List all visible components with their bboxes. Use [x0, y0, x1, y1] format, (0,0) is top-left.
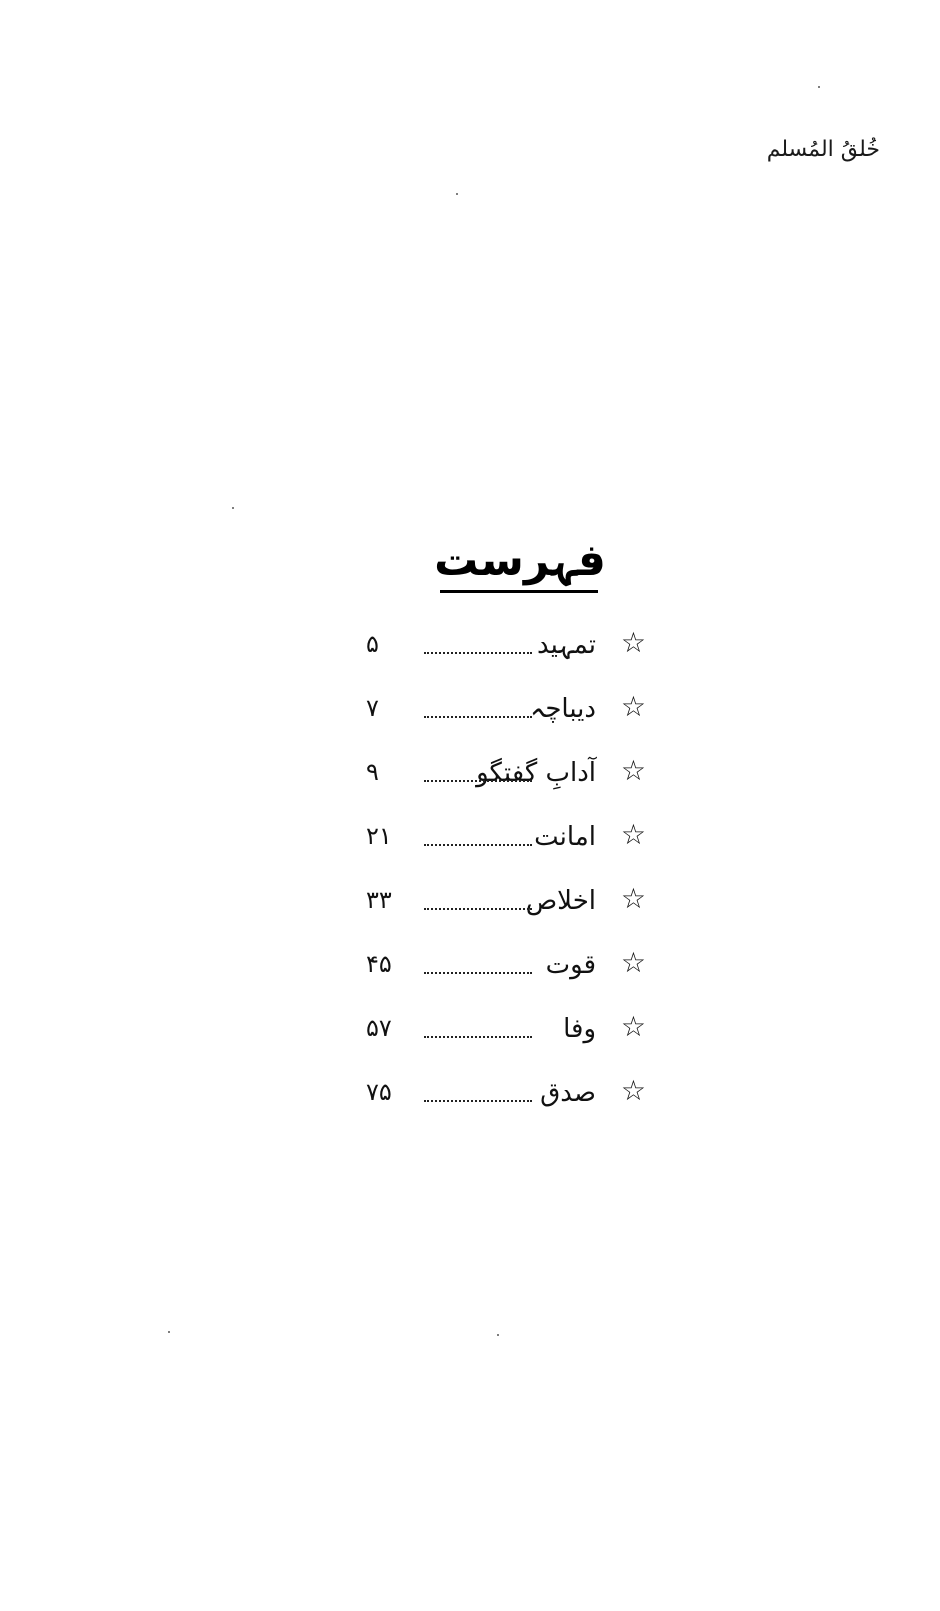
- star-outline-icon: ☆: [620, 754, 646, 787]
- leader-dots: [424, 638, 532, 654]
- toc-entry[interactable]: [360, 620, 660, 684]
- toc-entry[interactable]: [360, 940, 660, 1004]
- toc-entry-page: ۹: [366, 758, 379, 786]
- toc-entry-page: ۷: [366, 694, 379, 722]
- toc-title-underline: [440, 590, 598, 593]
- toc-entry[interactable]: [360, 684, 660, 748]
- toc-entry-label: آدابِ گفتگو: [476, 758, 596, 788]
- star-outline-icon: ☆: [620, 946, 646, 979]
- leader-dots: [424, 702, 532, 718]
- running-header: خُلقُ المُسلم: [766, 137, 880, 162]
- star-outline-icon: ☆: [620, 690, 646, 723]
- toc-entry-label: امانت: [534, 822, 596, 852]
- toc-entry-label: صدق: [540, 1078, 596, 1108]
- toc-entry[interactable]: [360, 1004, 660, 1068]
- scan-speck: [232, 507, 234, 509]
- leader-dots: [424, 958, 532, 974]
- toc-list: [360, 620, 660, 1132]
- leader-dots: [424, 830, 532, 846]
- toc-entry-label: قوت: [545, 950, 596, 980]
- toc-entry[interactable]: [360, 748, 660, 812]
- star-outline-icon: ☆: [620, 818, 646, 851]
- leader-dots: [424, 1022, 532, 1038]
- toc-entry[interactable]: [360, 876, 660, 940]
- leader-dots: [424, 766, 532, 782]
- toc-entry-label: اخلاص: [525, 886, 596, 916]
- toc-entry-page: ۴۵: [366, 950, 392, 978]
- scan-speck: [456, 193, 458, 195]
- toc-entry-label: تمہید: [537, 630, 596, 660]
- star-outline-icon: ☆: [620, 882, 646, 915]
- scan-speck: [818, 86, 820, 88]
- star-outline-icon: ☆: [620, 1010, 646, 1043]
- toc-entry-label: دیباچہ: [530, 694, 596, 724]
- leader-dots: [424, 1086, 532, 1102]
- leader-dots: [424, 894, 532, 910]
- toc-entry-page: ۵: [366, 630, 379, 658]
- toc-title: فہرست: [434, 535, 606, 586]
- toc-entry[interactable]: [360, 812, 660, 876]
- toc-entry-page: ۵۷: [366, 1014, 392, 1042]
- toc-entry-page: ۲۱: [366, 822, 392, 850]
- scan-speck: [497, 1334, 499, 1336]
- toc-entry-page: ۷۵: [366, 1078, 392, 1106]
- toc-entry-page: ۳۳: [366, 886, 392, 914]
- star-outline-icon: ☆: [620, 1074, 646, 1107]
- toc-entry[interactable]: [360, 1068, 660, 1132]
- star-outline-icon: ☆: [620, 626, 646, 659]
- toc-entry-label: وفا: [563, 1014, 596, 1044]
- scan-speck: [168, 1331, 170, 1333]
